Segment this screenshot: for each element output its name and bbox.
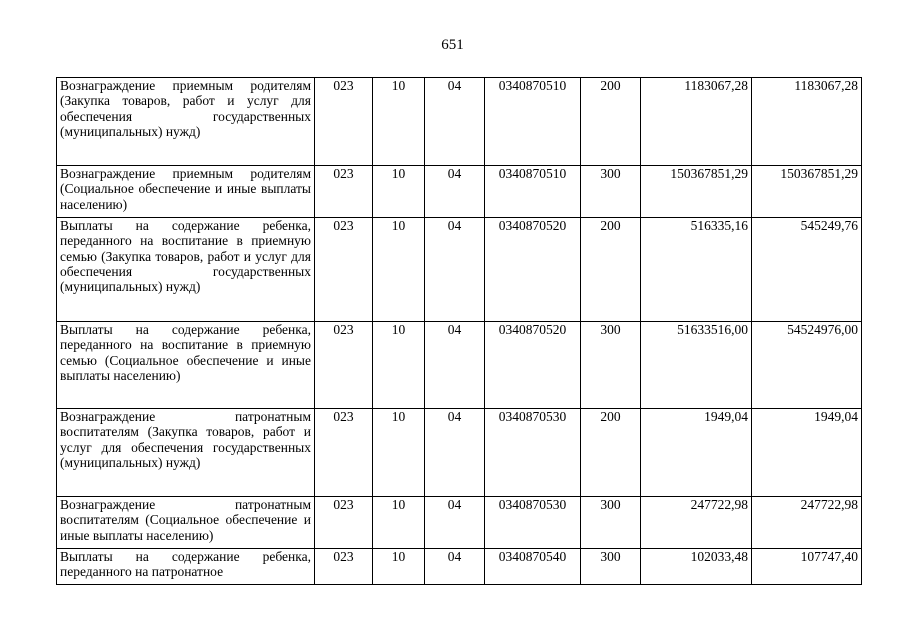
expense-description: Вознаграждение патронатным воспитателям (Социальное обеспечение и иные выплаты населению) (57, 497, 315, 549)
ministry-code: 023 (315, 78, 373, 166)
ministry-code: 023 (315, 218, 373, 322)
ministry-code: 023 (315, 497, 373, 549)
subsection-code: 04 (425, 218, 485, 322)
target-article-code: 0340870530 (485, 409, 581, 497)
section-code: 10 (373, 322, 425, 409)
amount-second: 150367851,29 (752, 166, 862, 218)
page-number: 651 (441, 37, 464, 53)
table-row (57, 218, 862, 322)
subsection-code: 04 (425, 549, 485, 585)
target-article-code: 0340870520 (485, 322, 581, 409)
amount-first: 1949,04 (641, 409, 752, 497)
amount-second: 107747,40 (752, 549, 862, 585)
section-code: 10 (373, 218, 425, 322)
table-row (57, 409, 862, 497)
section-code: 10 (373, 409, 425, 497)
amount-first: 51633516,00 (641, 322, 752, 409)
amount-first: 102033,48 (641, 549, 752, 585)
expense-description: Вознаграждение приемным родителям (Закупка товаров, работ и услуг для обеспечения государственных (муниципальных) нужд) (57, 78, 315, 166)
expense-type-code: 200 (581, 409, 641, 497)
subsection-code: 04 (425, 166, 485, 218)
ministry-code: 023 (315, 409, 373, 497)
amount-first: 516335,16 (641, 218, 752, 322)
table-row (57, 78, 862, 166)
amount-first: 1183067,28 (641, 78, 752, 166)
section-code: 10 (373, 166, 425, 218)
ministry-code: 023 (315, 166, 373, 218)
subsection-code: 04 (425, 322, 485, 409)
table-row (57, 549, 862, 585)
table-row (57, 322, 862, 409)
section-code: 10 (373, 497, 425, 549)
expense-type-code: 300 (581, 549, 641, 585)
expense-description: Выплаты на содержание ребенка, переданного на воспитание в приемную семью (Социальное обеспечение и иные выплаты населению) (57, 322, 315, 409)
budget-table (56, 77, 862, 585)
ministry-code: 023 (315, 322, 373, 409)
section-code: 10 (373, 78, 425, 166)
subsection-code: 04 (425, 78, 485, 166)
subsection-code: 04 (425, 409, 485, 497)
expense-type-code: 300 (581, 166, 641, 218)
target-article-code: 0340870530 (485, 497, 581, 549)
subsection-code: 04 (425, 497, 485, 549)
expense-type-code: 200 (581, 78, 641, 166)
amount-first: 150367851,29 (641, 166, 752, 218)
amount-second: 545249,76 (752, 218, 862, 322)
table-row (57, 166, 862, 218)
section-code: 10 (373, 549, 425, 585)
expense-description: Выплаты на содержание ребенка, переданного на воспитание в приемную семью (Закупка товаров, работ и услуг для обеспечения государственных (муниципальных) нужд) (57, 218, 315, 322)
target-article-code: 0340870520 (485, 218, 581, 322)
amount-second: 1949,04 (752, 409, 862, 497)
amount-second: 247722,98 (752, 497, 862, 549)
expense-description: Вознаграждение приемным родителям (Социальное обеспечение и иные выплаты населению) (57, 166, 315, 218)
target-article-code: 0340870510 (485, 166, 581, 218)
table-row (57, 497, 862, 549)
expense-type-code: 300 (581, 322, 641, 409)
expense-description: Выплаты на содержание ребенка, переданного на патронатное (57, 549, 315, 585)
target-article-code: 0340870540 (485, 549, 581, 585)
expense-type-code: 300 (581, 497, 641, 549)
amount-first: 247722,98 (641, 497, 752, 549)
amount-second: 1183067,28 (752, 78, 862, 166)
expense-description: Вознаграждение патронатным воспитателям (Закупка товаров, работ и услуг для обеспечения государственных (муниципальных) нужд) (57, 409, 315, 497)
ministry-code: 023 (315, 549, 373, 585)
target-article-code: 0340870510 (485, 78, 581, 166)
expense-type-code: 200 (581, 218, 641, 322)
amount-second: 54524976,00 (752, 322, 862, 409)
